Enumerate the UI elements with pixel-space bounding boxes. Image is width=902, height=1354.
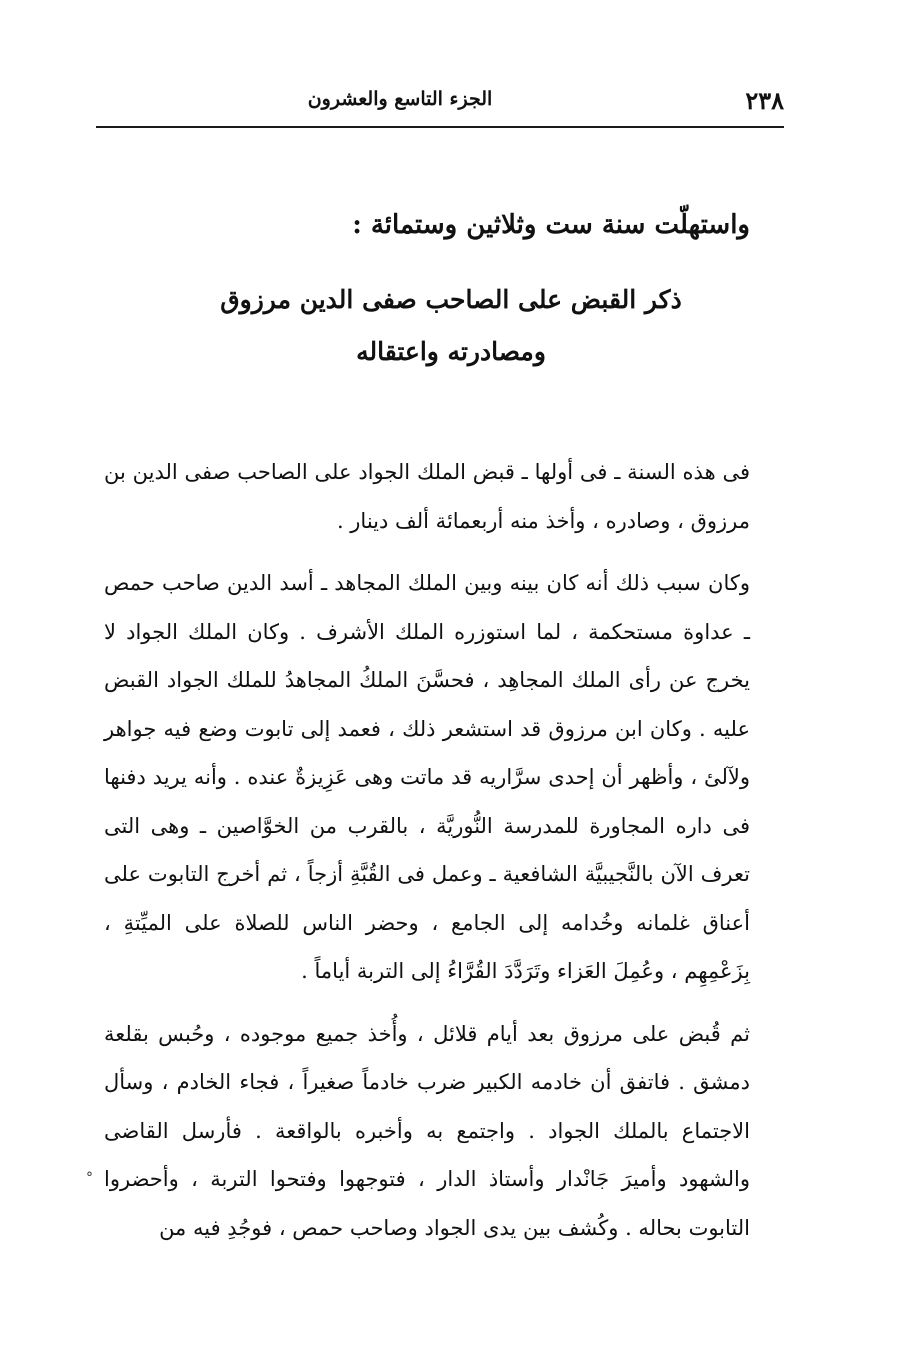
paragraph-1: فى هذه السنة ـ فى أولها ـ قبض الملك الجواد على الصاحب صفى الدين بن مرزوق ، وصادره ، وأخذ منه أربعمائة ألف دينار . bbox=[104, 460, 750, 533]
page-number: ٢٣٨ bbox=[745, 86, 784, 115]
running-title: الجزء التاسع والعشرون bbox=[307, 88, 493, 110]
paragraph-3: ثم قُبض على مرزوق بعد أيام قلائل ، وأُخذ جميع موجوده ، وحُبس بقلعة دمشق . فاتفق أن خادمه الكبير ضرب خادماً صغيراً ، فجاء الخادم ، وسأل الاجتماع بالملك الجواد . واجتمع به وأخبره بالواقعة . فأرسل القاضى والشهود وأميرَ جَانْدار وأستاذ الدار ، فتوجهوا وفتحوا التربة ، وأحضروا التابوت بحاله . وكُشف بين يدى الجواد وصاحب حمص ، فوجُدِ فيه من bbox=[104, 1021, 750, 1240]
margin-mark: ° bbox=[86, 1170, 93, 1186]
header-rule bbox=[96, 126, 784, 128]
paragraph-2: وكان سبب ذلك أنه كان بينه وبين الملك المجاهد ـ أسد الدين صاحب حمص ـ عداوة مستحكمة ، لما استوزره الملك الأشرف . وكان الملك الجواد لا يخرج عن رأى الملك المجاهِد ، فحسَّنَ الملكُ المجاهدُ للملك الجواد القبض عليه . وكان ابن مرزوق قد استشعر ذلك ، فعمد إلى تابوت وضع فيه جواهر ولآلئ ، وأظهر أن إحدى سرَّاريه قد ماتت وهى عَزِيزةٌ عنده . وأنه يريد دفنها فى داره المجاورة للمدرسة النُّوريَّة ، بالقرب من الخوَّاصين ـ وهى التى تعرف الآن بالنَّجيبيَّة الشافعية ـ وعمل فى القُبَّةِ أزجاً ، ثم أخرج التابوت على أعناق غلمانه وخُدامه إلى الجامع ، وحضر الناس للصلاة على الميِّتةِ ، بِزَعْمِهِم ، وعُمِلَ العَزاء وتَرَدَّدَ القُرَّاءُ إلى التربة أياماً . bbox=[104, 571, 750, 983]
section-title-line-1: ذكر القبض على الصاحب صفى الدين مرزوق bbox=[220, 285, 682, 314]
body-text bbox=[104, 448, 750, 1252]
section-title bbox=[120, 274, 782, 378]
page-header bbox=[96, 82, 784, 122]
year-heading: واستهلّت سنة ست وثلاثين وستمائة : bbox=[352, 210, 750, 240]
section-title-line-2: ومصادرته واعتقاله bbox=[356, 337, 546, 366]
